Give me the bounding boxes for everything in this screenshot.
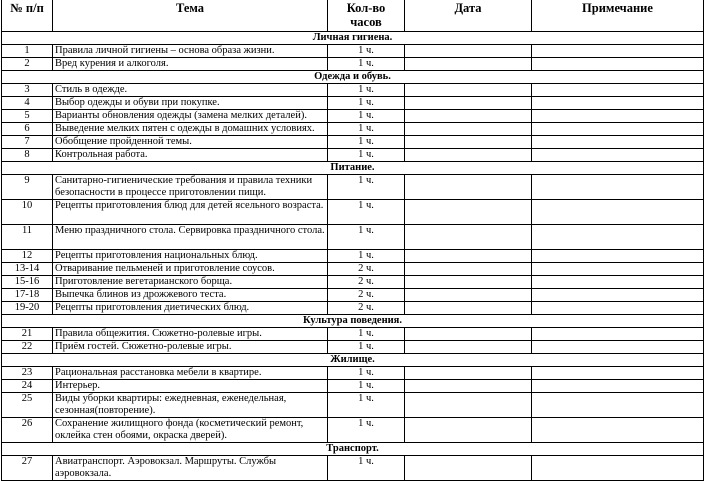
- row-num: 3: [2, 84, 53, 97]
- table-row: [2, 58, 704, 71]
- row-hours: 1 ч.: [328, 456, 405, 481]
- row-note[interactable]: [532, 110, 704, 123]
- row-date[interactable]: [405, 328, 532, 341]
- table-row: [2, 84, 704, 97]
- row-date[interactable]: [405, 418, 532, 443]
- table-row: [2, 250, 704, 263]
- row-topic: Приготовление вегетарианского борща.: [53, 276, 328, 289]
- row-note[interactable]: [532, 97, 704, 110]
- row-num: 13-14: [2, 263, 53, 276]
- row-num: 11: [2, 225, 53, 250]
- row-hours: 2 ч.: [328, 289, 405, 302]
- row-num: 6: [2, 123, 53, 136]
- row-topic: Рецепты приготовления национальных блюд.: [53, 250, 328, 263]
- row-date[interactable]: [405, 58, 532, 71]
- row-hours: 1 ч.: [328, 110, 405, 123]
- row-topic: Рецепты приготовления диетических блюд.: [53, 302, 328, 315]
- row-topic: Санитарно-гигиенические требования и правила техники безопасности в процессе приготовлении пищи.: [53, 175, 328, 200]
- row-topic: Обобщение пройденной темы.: [53, 136, 328, 149]
- row-hours: 2 ч.: [328, 276, 405, 289]
- row-date[interactable]: [405, 97, 532, 110]
- row-topic: Виды уборки квартиры: ежедневная, еженедельная, сезонная(повторение).: [53, 393, 328, 418]
- row-note[interactable]: [532, 289, 704, 302]
- row-topic: Интерьер.: [53, 380, 328, 393]
- row-topic: Сохранение жилищного фонда (косметический ремонт, оклейка стен обоями, окраска дверей).: [53, 418, 328, 443]
- table-row: [2, 263, 704, 276]
- table-row: [2, 418, 704, 443]
- row-date[interactable]: [405, 136, 532, 149]
- table-row: [2, 328, 704, 341]
- row-date[interactable]: [405, 250, 532, 263]
- row-date[interactable]: [405, 276, 532, 289]
- row-num: 8: [2, 149, 53, 162]
- row-topic: Выбор одежды и обуви при покупке.: [53, 97, 328, 110]
- row-num: 24: [2, 380, 53, 393]
- section-title: Жилище.: [2, 354, 704, 367]
- row-hours: 1 ч.: [328, 341, 405, 354]
- table-row: [2, 97, 704, 110]
- header-num: № п/п: [2, 0, 53, 32]
- row-note[interactable]: [532, 175, 704, 200]
- table-row: [2, 276, 704, 289]
- table-row: [2, 45, 704, 58]
- row-hours: 1 ч.: [328, 225, 405, 250]
- row-num: 17-18: [2, 289, 53, 302]
- row-date[interactable]: [405, 110, 532, 123]
- row-num: 22: [2, 341, 53, 354]
- row-note[interactable]: [532, 418, 704, 443]
- header-date: Дата: [405, 0, 532, 32]
- row-hours: 1 ч.: [328, 84, 405, 97]
- row-hours: 1 ч.: [328, 97, 405, 110]
- row-date[interactable]: [405, 263, 532, 276]
- header-note: Примечание: [532, 0, 704, 32]
- row-num: 1: [2, 45, 53, 58]
- row-hours: 1 ч.: [328, 58, 405, 71]
- row-hours: 1 ч.: [328, 45, 405, 58]
- row-num: 23: [2, 367, 53, 380]
- row-num: 15-16: [2, 276, 53, 289]
- table-row: [2, 175, 704, 200]
- row-topic: Рецепты приготовления блюд для детей ясельного возраста.: [53, 200, 328, 225]
- row-note[interactable]: [532, 45, 704, 58]
- row-hours: 1 ч.: [328, 328, 405, 341]
- row-date[interactable]: [405, 84, 532, 97]
- row-note[interactable]: [532, 84, 704, 97]
- row-date[interactable]: [405, 393, 532, 418]
- row-hours: 1 ч.: [328, 200, 405, 225]
- row-hours: 1 ч.: [328, 380, 405, 393]
- row-note[interactable]: [532, 123, 704, 136]
- row-date[interactable]: [405, 225, 532, 250]
- row-note[interactable]: [532, 58, 704, 71]
- row-topic: Стиль в одежде.: [53, 84, 328, 97]
- section-title: Культура поведения.: [2, 315, 704, 328]
- row-topic: Контрольная работа.: [53, 149, 328, 162]
- table-row: [2, 380, 704, 393]
- lesson-plan-table: [1, 0, 704, 481]
- row-topic: Меню праздничного стола. Сервировка праздничного стола.: [53, 225, 328, 250]
- row-note[interactable]: [532, 263, 704, 276]
- row-num: 27: [2, 456, 53, 481]
- row-topic: Правила личной гигиены – основа образа жизни.: [53, 45, 328, 58]
- section-row: [2, 443, 704, 456]
- row-hours: 1 ч.: [328, 136, 405, 149]
- row-date[interactable]: [405, 380, 532, 393]
- row-num: 4: [2, 97, 53, 110]
- row-num: 9: [2, 175, 53, 200]
- row-date[interactable]: [405, 302, 532, 315]
- row-topic: Рациональная расстановка мебели в квартире.: [53, 367, 328, 380]
- table-row: [2, 341, 704, 354]
- header-topic: Тема: [53, 0, 328, 32]
- row-note[interactable]: [532, 456, 704, 481]
- section-title: Питание.: [2, 162, 704, 175]
- row-topic: Вред курения и алкоголя.: [53, 58, 328, 71]
- row-num: 7: [2, 136, 53, 149]
- table-row: [2, 110, 704, 123]
- row-note[interactable]: [532, 302, 704, 315]
- row-note[interactable]: [532, 136, 704, 149]
- row-num: 26: [2, 418, 53, 443]
- row-hours: 1 ч.: [328, 393, 405, 418]
- table-row: [2, 225, 704, 250]
- row-topic: Отваривание пельменей и приготовление соусов.: [53, 263, 328, 276]
- row-date[interactable]: [405, 200, 532, 225]
- section-row: [2, 32, 704, 45]
- table-row: [2, 136, 704, 149]
- table-row: [2, 149, 704, 162]
- row-date[interactable]: [405, 45, 532, 58]
- header-hours: Кол-во часов: [328, 0, 405, 32]
- row-note[interactable]: [532, 250, 704, 263]
- row-date[interactable]: [405, 341, 532, 354]
- row-note[interactable]: [532, 367, 704, 380]
- section-row: [2, 162, 704, 175]
- row-note[interactable]: [532, 341, 704, 354]
- section-row: [2, 354, 704, 367]
- row-note[interactable]: [532, 276, 704, 289]
- row-topic: Варианты обновления одежды (замена мелких деталей).: [53, 110, 328, 123]
- section-row: [2, 315, 704, 328]
- row-hours: 1 ч.: [328, 367, 405, 380]
- row-hours: 1 ч.: [328, 250, 405, 263]
- row-note[interactable]: [532, 380, 704, 393]
- row-note[interactable]: [532, 393, 704, 418]
- row-num: 2: [2, 58, 53, 71]
- row-num: 12: [2, 250, 53, 263]
- row-num: 25: [2, 393, 53, 418]
- row-hours: 1 ч.: [328, 175, 405, 200]
- section-title: Транспорт.: [2, 443, 704, 456]
- table-row: [2, 456, 704, 481]
- table-row: [2, 393, 704, 418]
- table-row: [2, 123, 704, 136]
- section-row: [2, 71, 704, 84]
- row-date[interactable]: [405, 456, 532, 481]
- row-date[interactable]: [405, 175, 532, 200]
- table-row: [2, 302, 704, 315]
- table-row: [2, 200, 704, 225]
- row-topic: Авиатранспорт. Аэровокзал. Маршруты. Службы аэровокзала.: [53, 456, 328, 481]
- row-topic: Выпечка блинов из дрожжевого теста.: [53, 289, 328, 302]
- row-num: 5: [2, 110, 53, 123]
- row-hours: 1 ч.: [328, 418, 405, 443]
- row-hours: 2 ч.: [328, 263, 405, 276]
- row-date[interactable]: [405, 123, 532, 136]
- row-date[interactable]: [405, 149, 532, 162]
- row-hours: 2 ч.: [328, 302, 405, 315]
- row-topic: Правила общежития. Сюжетно-ролевые игры.: [53, 328, 328, 341]
- row-topic: Приём гостей. Сюжетно-ролевые игры.: [53, 341, 328, 354]
- row-note[interactable]: [532, 225, 704, 250]
- row-hours: 1 ч.: [328, 149, 405, 162]
- row-num: 10: [2, 200, 53, 225]
- section-title: Личная гигиена.: [2, 32, 704, 45]
- row-num: 19-20: [2, 302, 53, 315]
- row-hours: 1 ч.: [328, 123, 405, 136]
- table-row: [2, 367, 704, 380]
- row-date[interactable]: [405, 289, 532, 302]
- row-num: 21: [2, 328, 53, 341]
- row-topic: Выведение мелких пятен с одежды в домашних условиях.: [53, 123, 328, 136]
- row-note[interactable]: [532, 200, 704, 225]
- header-row: [2, 0, 704, 32]
- row-note[interactable]: [532, 149, 704, 162]
- table-row: [2, 289, 704, 302]
- row-note[interactable]: [532, 328, 704, 341]
- row-date[interactable]: [405, 367, 532, 380]
- section-title: Одежда и обувь.: [2, 71, 704, 84]
